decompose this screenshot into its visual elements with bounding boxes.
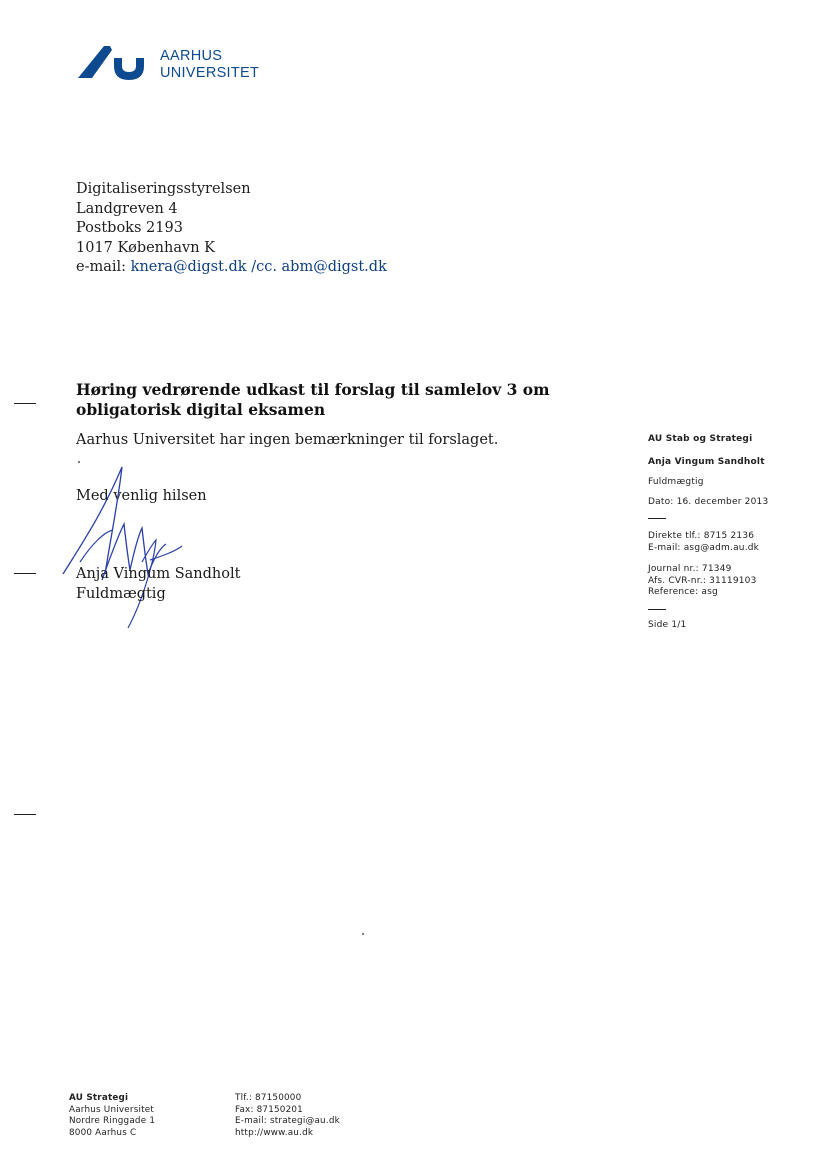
sender-phone: Direkte tlf.: 8715 2136 — [648, 531, 755, 541]
footer-contact — [235, 1093, 340, 1139]
footer-org: AU Strategi — [69, 1093, 129, 1103]
sender-unit: AU Stab og Strategi — [648, 434, 753, 444]
signer-name: Anja Vingum Sandholt — [76, 566, 241, 582]
recipient-address — [76, 180, 387, 278]
signer-title: Fuldmægtig — [76, 586, 166, 602]
logo-line-1: AARHUS — [160, 48, 223, 64]
university-logo-text — [160, 48, 259, 82]
footer-street: Nordre Ringgade 1 — [69, 1116, 156, 1126]
footer-address — [69, 1093, 155, 1139]
sender-email[interactable]: E-mail: asg@adm.au.dk — [648, 542, 760, 553]
reference: Reference: asg — [648, 587, 718, 597]
letter-subject: Høring vedrørende udkast til forslag til samlelov 3 om obligatorisk digital eksamen — [76, 380, 550, 419]
sender-info-column — [648, 434, 818, 631]
letter-body: Aarhus Universitet har ingen bemærkninger til forslaget. — [76, 432, 499, 448]
sender-title: Fuldmægtig — [648, 477, 704, 487]
scan-speck — [78, 461, 80, 463]
sender-name: Anja Vingum Sandholt — [648, 456, 765, 467]
fold-mark — [14, 573, 36, 574]
journal-number: Journal nr.: 71349 — [648, 564, 732, 574]
footer-university: Aarhus Universitet — [69, 1104, 155, 1115]
page-number: Side 1/1 — [648, 619, 687, 630]
letter-greeting: Med venlig hilsen — [76, 488, 207, 504]
letter-date: Dato: 16. december 2013 — [648, 496, 769, 507]
recipient-city: 1017 København K — [76, 239, 215, 256]
handwritten-signature-icon — [58, 462, 248, 632]
email-label: e-mail: — [76, 259, 131, 275]
footer-web[interactable]: http://www.au.dk — [235, 1127, 314, 1138]
recipient-email-row — [76, 258, 387, 278]
recipient-name: Digitaliseringsstyrelsen — [76, 181, 251, 197]
footer-fax: Fax: 87150201 — [235, 1104, 303, 1115]
fold-mark — [14, 814, 36, 815]
logo-line-2: UNIVERSITET — [160, 65, 260, 81]
recipient-email-link[interactable]: knera@digst.dk /cc. abm@digst.dk — [130, 259, 387, 275]
footer-phone: Tlf.: 87150000 — [235, 1093, 302, 1103]
recipient-pobox: Postboks 2193 — [76, 220, 183, 236]
scan-speck — [362, 933, 364, 935]
footer-city: 8000 Aarhus C — [69, 1127, 137, 1138]
letter-signer — [76, 564, 240, 604]
cvr-number: Afs. CVR-nr.: 31119103 — [648, 575, 757, 586]
fold-mark — [14, 403, 36, 404]
recipient-street: Landgreven 4 — [76, 200, 178, 217]
university-logo-icon — [76, 44, 148, 80]
footer-email[interactable]: E-mail: strategi@au.dk — [235, 1116, 340, 1126]
